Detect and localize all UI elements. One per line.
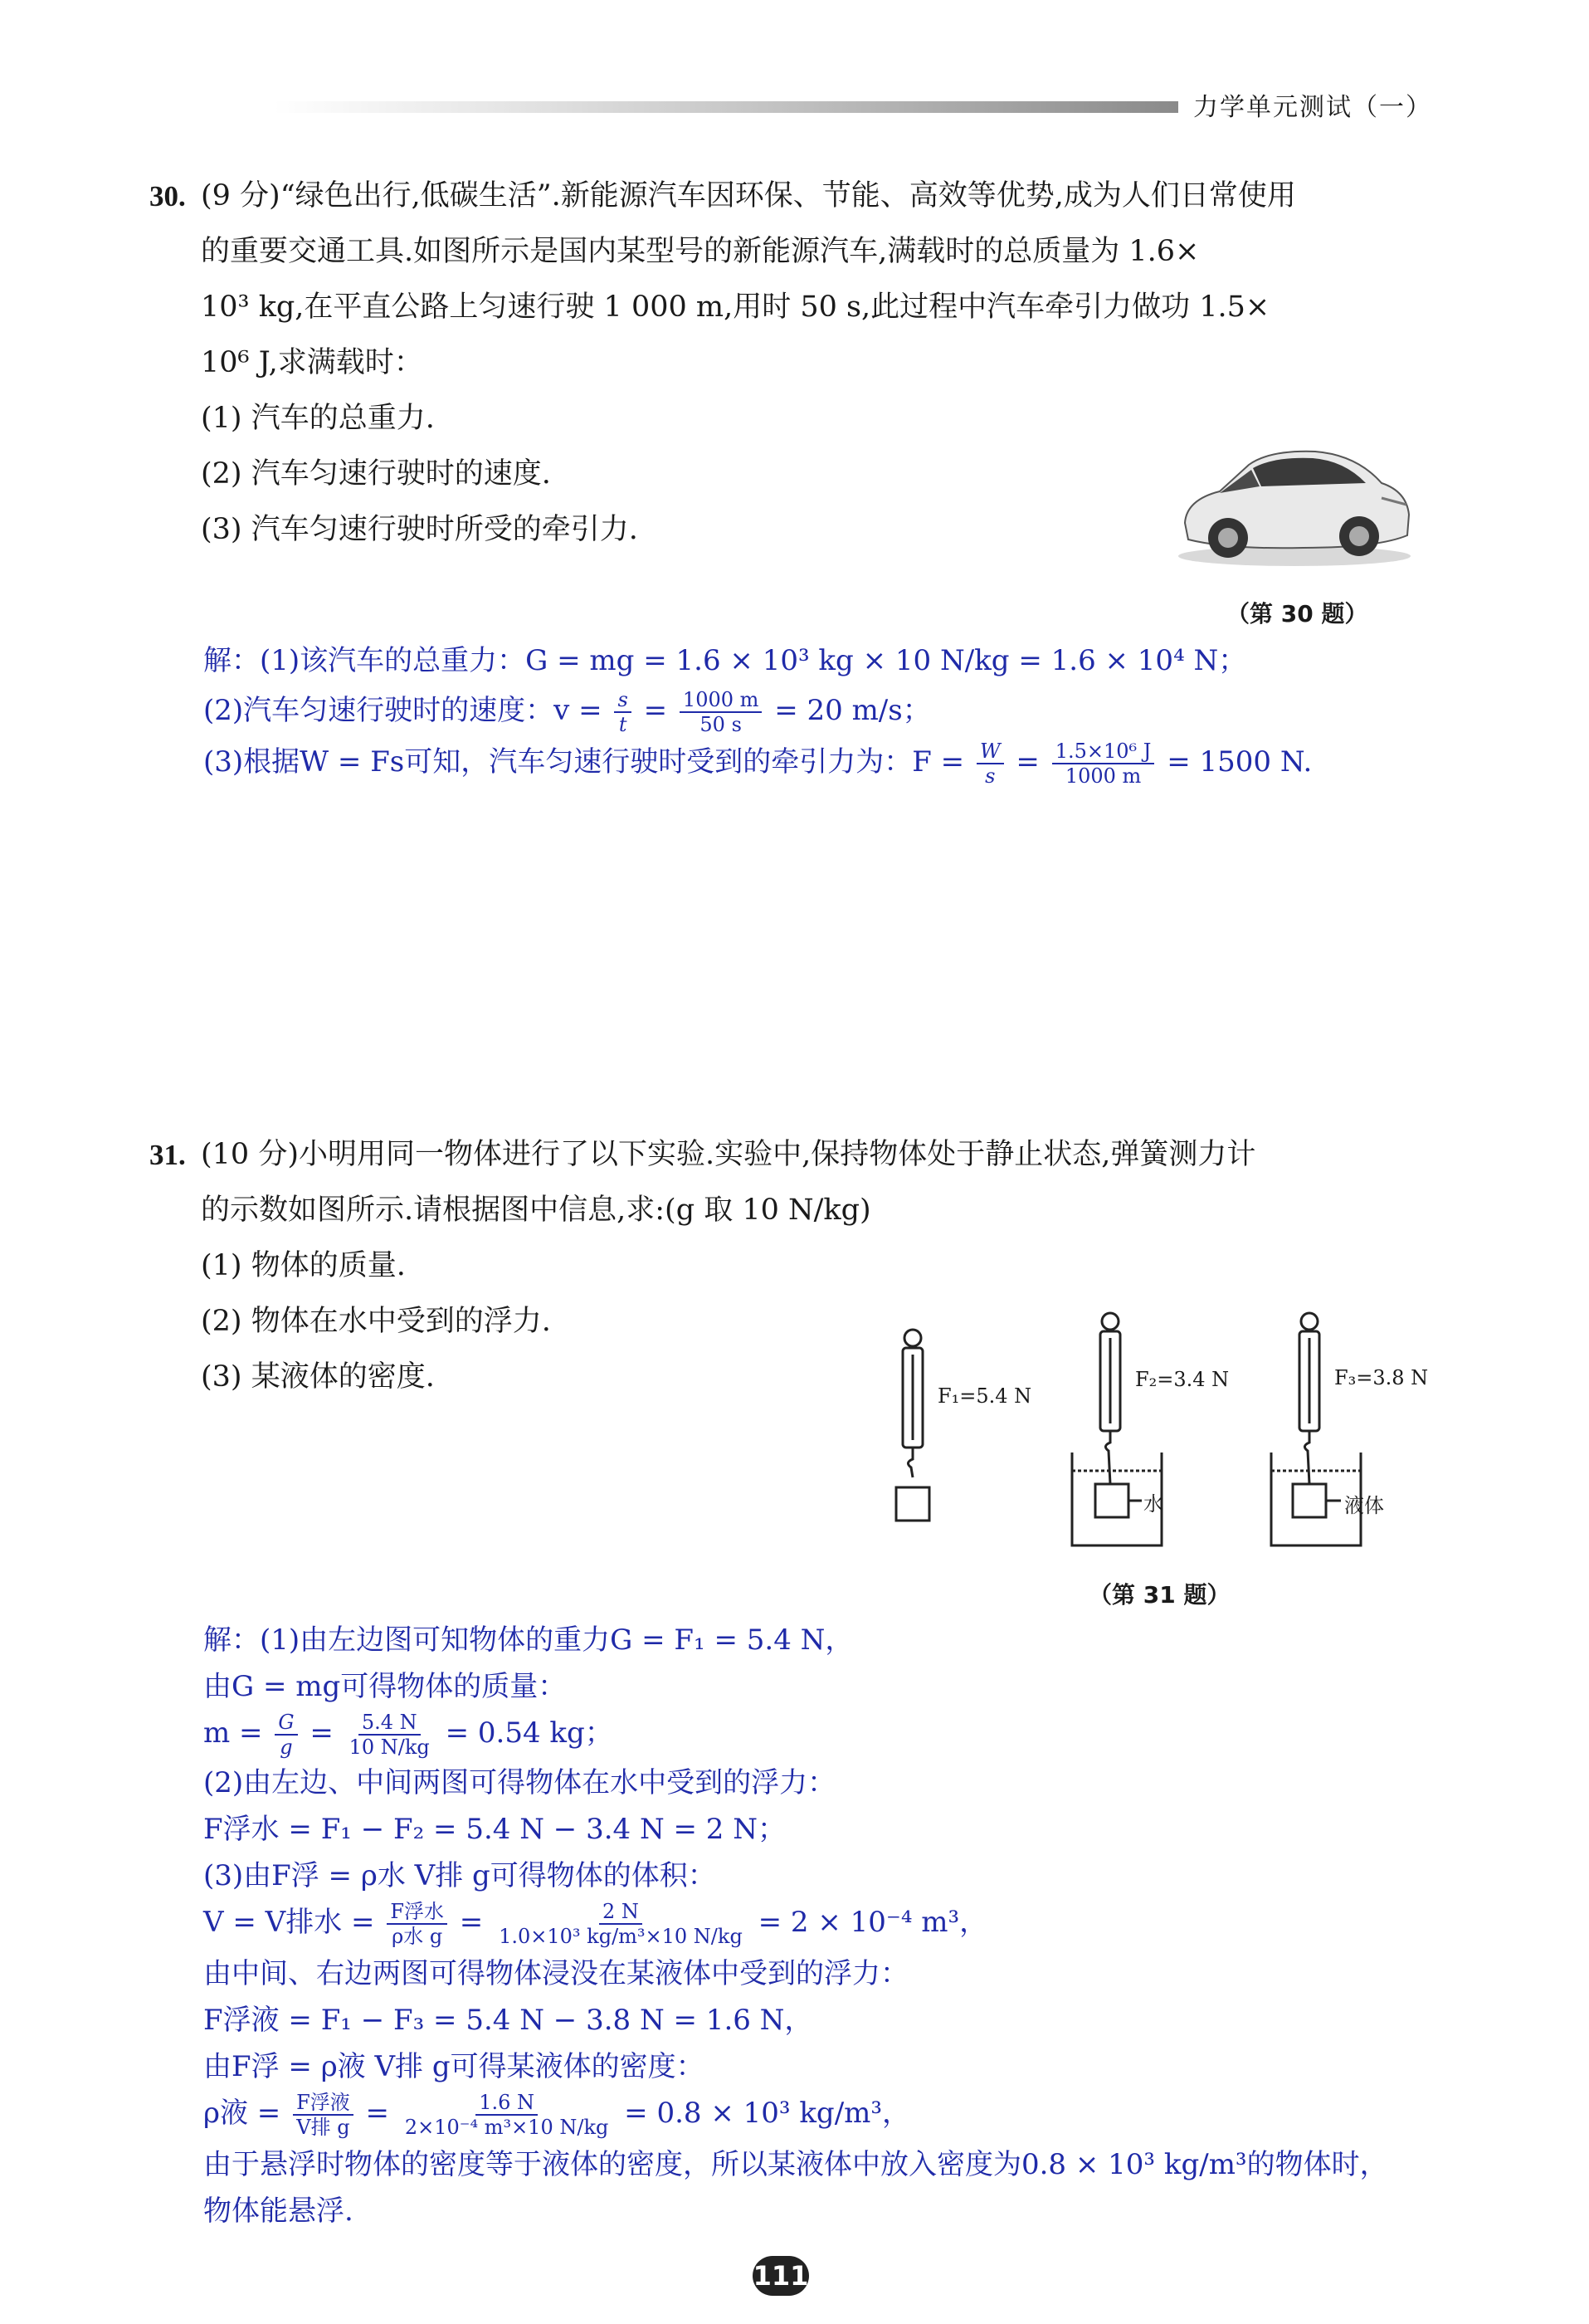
header-title: 力学单元测试（一） — [1193, 93, 1432, 122]
q30-sub-1: (1) 汽车的总重力. — [201, 402, 435, 435]
q31-sub-2: (2) 物体在水中受到的浮力. — [201, 1305, 551, 1338]
fraction: $\frac{2 N}{\text{1.0×10³ kg/m³×10 N/kg}}$ — [499, 1900, 743, 1948]
fraction: $\frac{G}{g}$ — [275, 1711, 297, 1759]
q31-sol-line-3: m = $\frac{G}{g}$ = $\frac{5.4 N}{10 N/kg}$ = 0.54 kg； — [203, 1711, 613, 1759]
q31-solution — [203, 1617, 1548, 2231]
q31-sol-line-13: 物体能悬浮. — [203, 2195, 353, 2228]
label-f3: F₃=3.8 N — [1334, 1366, 1429, 1389]
q30-sol-line-1: 解：(1)该汽车的总重力：G = mg = 1.6 × 10³ kg × 10 N/kg = 1.6 × 10⁴ N； — [203, 644, 1247, 677]
q30-solution — [203, 637, 1531, 787]
q31-sol-line-2: 由G = mg可得物体的质量： — [203, 1670, 567, 1703]
q31-sol-line-6: (3)由F浮 = ρ水 V排 g可得物体的体积： — [203, 1859, 716, 1892]
fraction: $\frac{1.6 N}{\text{2×10⁻⁴ m³×10 N/kg}}$ — [404, 2091, 609, 2139]
q30-line-1: (9 分)“绿色出行,低碳生活”.新能源汽车因环保、节能、高效等优势,成为人们日常使用 — [201, 179, 1296, 212]
q30-sub-3: (3) 汽车匀速行驶时所受的牵引力. — [201, 513, 638, 546]
label-f2: F₂=3.4 N — [1135, 1368, 1230, 1391]
q31-number: 31. — [149, 1139, 186, 1171]
q30-line-4: 10⁶ J,求满载时： — [201, 346, 423, 379]
q30-sub-2: (2) 汽车匀速行驶时的速度. — [201, 457, 551, 491]
q30-sol-line-2: (2)汽车匀速行驶时的速度：v = $\frac{s}{t}$ = $\frac{1000 m}{50 s}$ = 20 m/s； — [203, 688, 931, 736]
q30-number: 30. — [149, 180, 186, 212]
fraction: $\frac{\text{F浮水}}{\text{ρ水 g}}$ — [387, 1900, 447, 1948]
page-number: 111 — [753, 2256, 809, 2296]
q31-line-1: (10 分)小明用同一物体进行了以下实验.实验中,保持物体处于静止状态,弹簧测力计 — [201, 1138, 1256, 1171]
car-image — [1170, 432, 1419, 573]
label-water: 水 — [1143, 1492, 1163, 1516]
q31-sub-3: (3) 某液体的密度. — [201, 1360, 435, 1394]
label-liquid: 液体 — [1344, 1494, 1384, 1517]
fraction: $\frac{s}{t}$ — [614, 688, 631, 736]
q30-sol-line-3: (3)根据W = Fs可知，汽车匀速行驶时受到的牵引力为：F = $\frac{W}{s}$ = $\frac{\text{1.5×10⁶ J}}{1000 m}$ = 1500 N. — [203, 740, 1313, 788]
q31-line-2: 的示数如图所示.请根据图中信息,求:(g 取 10 N/kg) — [201, 1194, 871, 1227]
q31-sol-line-8: 由中间、右边两图可得物体浸没在某液体中受到的浮力： — [203, 1957, 909, 1990]
fraction: $\frac{\text{F浮液}}{\text{V排 g}}$ — [293, 2091, 353, 2139]
q30-line-3: 10³ kg,在平直公路上匀速行驶 1 000 m,用时 50 s,此过程中汽车牵引力做功 1.5× — [201, 290, 1270, 324]
label-f1: F₁=5.4 N — [938, 1384, 1032, 1408]
q31-sol-line-4: (2)由左边、中间两图可得物体在水中受到的浮力： — [203, 1766, 836, 1799]
fraction: $\frac{\text{1.5×10⁶ J}}{1000 m}$ — [1052, 740, 1155, 788]
fraction: $\frac{5.4 N}{10 N/kg}$ — [349, 1711, 430, 1759]
q31-sol-line-12: 由于悬浮时物体的密度等于液体的密度，所以某液体中放入密度为0.8 × 10³ kg/m³的物体时， — [203, 2148, 1388, 2181]
q31-sol-line-11: ρ液 = $\frac{\text{F浮液}}{\text{V排 g}}$ = $\frac{1.6 N}{\text{2×10⁻⁴ m³×10 N/kg}}$ = 0.8 × 10³ kg/m³， — [203, 2091, 911, 2139]
q30-line-2: 的重要交通工具.如图所示是国内某型号的新能源汽车,满载时的总质量为 1.6× — [201, 235, 1200, 268]
q31-sub-1: (1) 物体的质量. — [201, 1249, 406, 1282]
q30-caption: （第 30 题） — [1226, 600, 1368, 627]
q30-sol-l2-text: (2)汽车匀速行驶时的速度：v = — [203, 694, 612, 727]
q31-sol-line-5: F浮水 = F₁ − F₂ = 5.4 N − 3.4 N = 2 N； — [203, 1813, 786, 1846]
header-decor-bar — [274, 101, 1178, 113]
q31-sol-line-1: 解：(1)由左边图可知物体的重力G = F₁ = 5.4 N， — [203, 1623, 854, 1657]
fraction: $\frac{W}{s}$ — [977, 740, 1004, 788]
q31-caption: （第 31 题） — [1089, 1581, 1231, 1609]
q31-sol-line-9: F浮液 = F₁ − F₃ = 5.4 N − 3.8 N = 1.6 N， — [203, 2004, 813, 2037]
spring-scale-diagram — [880, 1303, 1460, 1560]
q31-sol-line-10: 由F浮 = ρ液 V排 g可得某液体的密度： — [203, 2050, 704, 2083]
q31-sol-line-7: V = V排水 = $\frac{\text{F浮水}}{\text{ρ水 g}}$ = $\frac{2 N}{\text{1.0×10³ kg/m³×10 N/kg}}$ = 2 × 10⁻⁴ m³， — [203, 1900, 988, 1948]
fraction: $\frac{1000 m}{50 s}$ — [680, 688, 762, 736]
